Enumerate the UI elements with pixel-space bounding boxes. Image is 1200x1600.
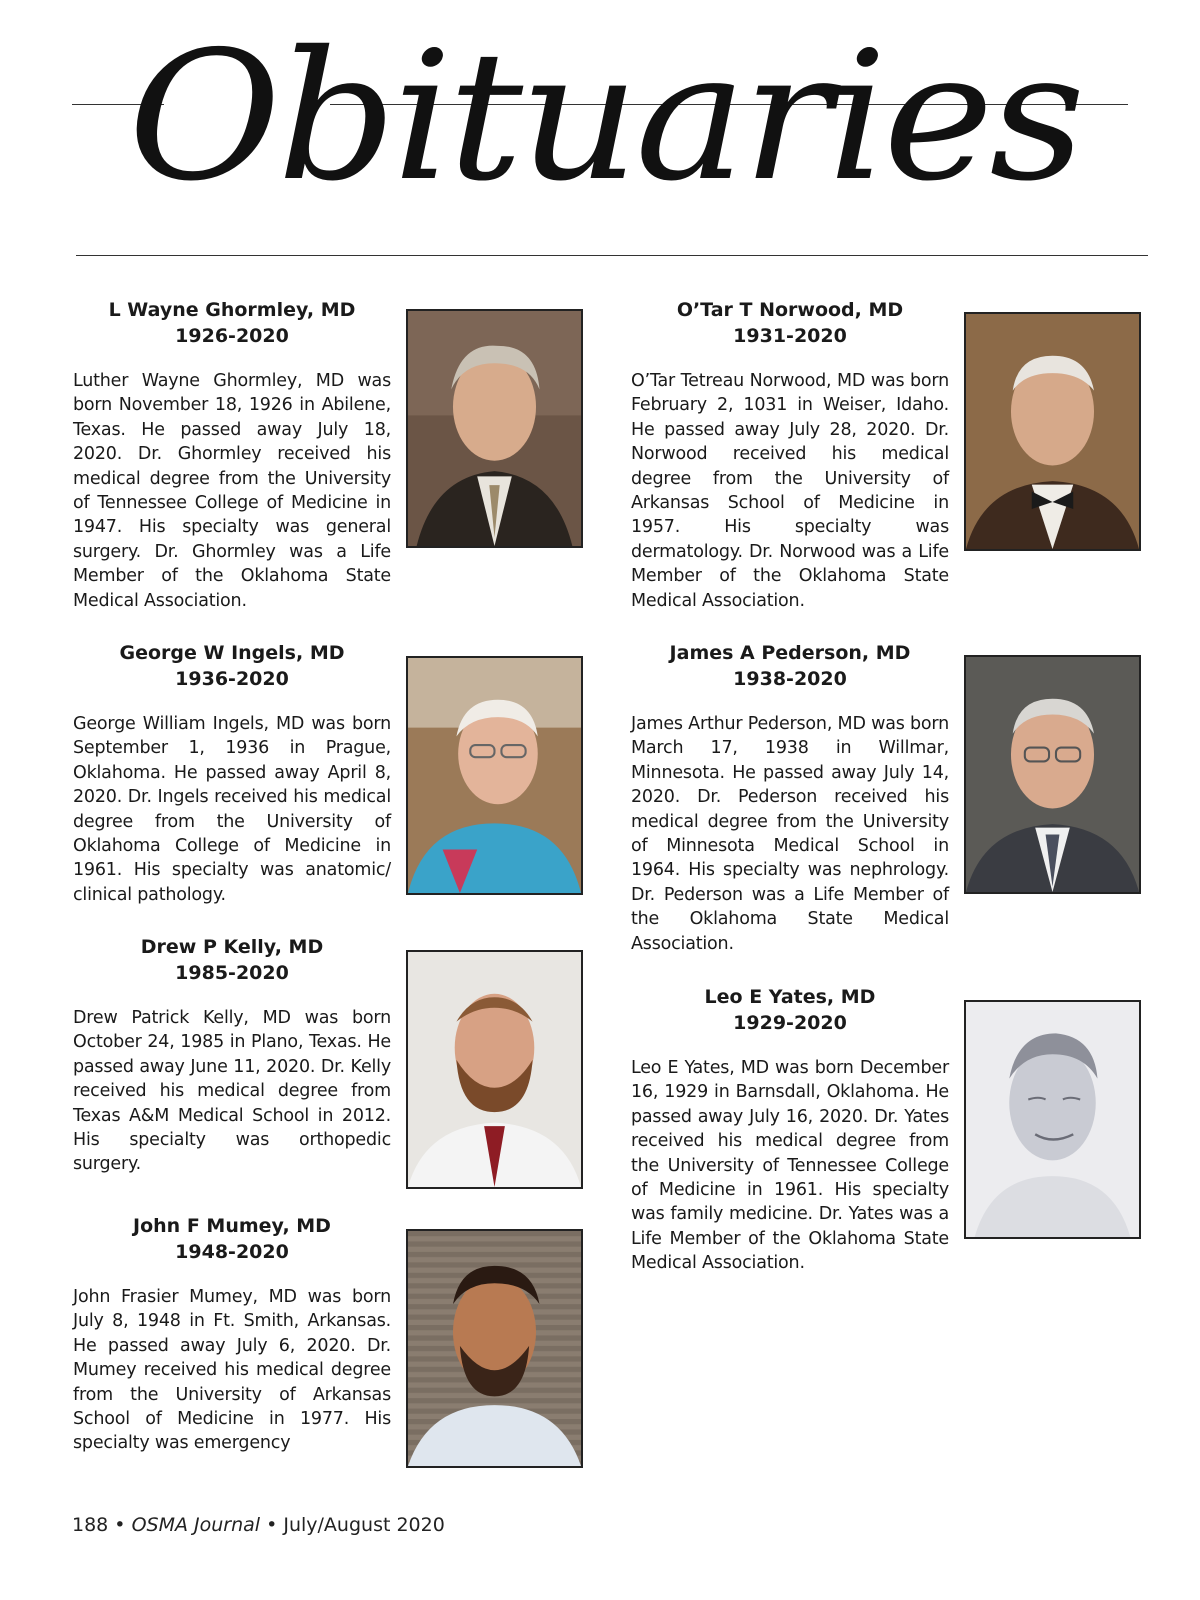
obituary-name: Leo E Yates, MD	[704, 986, 876, 1008]
issue-date: • July/August 2020	[266, 1514, 445, 1536]
obituary-name: Drew P Kelly, MD	[140, 936, 324, 958]
portrait-photo-norwood	[964, 312, 1141, 551]
obituary-text: Luther Wayne Ghormley, MD was born November 18, 1926 in Abilene, Texas. He passed away July 18, 2020. Dr. Ghormley received his medical degree from the University of Tennessee College of Medicine in 1947. His specialty was general surgery. Dr. Ghormley was a Life Member of the Oklahoma State Medical Association.	[73, 371, 391, 611]
obituary-norwood	[631, 297, 949, 613]
portrait-photo-kelly	[406, 950, 583, 1189]
page-footer	[72, 1514, 445, 1536]
obituary-yates	[631, 984, 949, 1276]
obituary-name: George W Ingels, MD	[119, 642, 345, 664]
portrait-photo-mumey	[406, 1229, 583, 1468]
obituary-pederson	[631, 640, 949, 956]
obituary-name: John F Mumey, MD	[133, 1215, 331, 1237]
obituary-text: James Arthur Pederson, MD was born March 17, 1938 in Willmar, Minnesota. He passed away July 14, 2020. Dr. Pederson received his medical degree from the University of Minnesota Medical School in 1964. His specialty was nephrology. Dr. Pederson was a Life Member of the Oklahoma State Medical Association.	[631, 714, 950, 954]
obituary-mumey	[73, 1213, 391, 1456]
obituary-years: 1926-2020	[175, 325, 289, 347]
obituary-years: 1938-2020	[733, 668, 847, 690]
obituary-text: George William Ingels, MD was born September 1, 1936 in Prague, Oklahoma. He passed away April 8, 2020. Dr. Ingels received his medical degree from the University of Oklahoma College of Medicine in 1961. His specialty was anatomic/ clinical pathology.	[73, 714, 391, 905]
portrait-photo-yates	[964, 1000, 1141, 1239]
portrait-photo-ghormley	[406, 309, 583, 548]
obituary-years: 1985-2020	[175, 962, 289, 984]
journal-name: OSMA Journal	[131, 1514, 261, 1536]
obituary-years: 1936-2020	[175, 668, 289, 690]
obituary-years: 1948-2020	[175, 1241, 289, 1263]
obituary-name: James A Pederson, MD	[669, 642, 911, 664]
header-rule-bottom	[76, 255, 1148, 256]
obituary-ingels	[73, 640, 391, 907]
page-number: 188 •	[72, 1514, 126, 1536]
obituary-name: O’Tar T Norwood, MD	[676, 299, 904, 321]
obituary-text: John Frasier Mumey, MD was born July 8, 1948 in Ft. Smith, Arkansas. He passed away July 6, 2020. Dr. Mumey received his medical degree from the University of Arkansas School of Medicine in 1977. His specialty was emergency	[73, 1287, 391, 1454]
obituary-text: Drew Patrick Kelly, MD was born October 24, 1985 in Plano, Texas. He passed away June 11, 2020. Dr. Kelly received his medical degree from Texas A&M Medical School in 2012. His specialty was orthopedic surgery.	[73, 1008, 391, 1175]
page-header	[0, 0, 1200, 270]
portrait-photo-pederson	[964, 655, 1141, 894]
obituary-kelly	[73, 934, 391, 1177]
obituary-text: O’Tar Tetreau Norwood, MD was born February 2, 1031 in Weiser, Idaho. He passed away July 28, 2020. Dr. Norwood received his medical degree from the University of Arkansas School of Medicine in 1957. His specialty was dermatology. Dr. Norwood was a Life Member of the Oklahoma State Medical Association.	[631, 371, 949, 611]
obituary-ghormley	[73, 297, 391, 613]
obituary-name: L Wayne Ghormley, MD	[108, 299, 356, 321]
obituary-years: 1929-2020	[733, 1012, 847, 1034]
page-title: Obituaries	[128, 13, 1082, 220]
obituary-text: Leo E Yates, MD was born December 16, 1929 in Barnsdall, Oklahoma. He passed away July 16, 2020. Dr. Yates received his medical degree from the University of Tennessee College of Medicine in 1961. His specialty was family medicine. Dr. Yates was a Life Member of the Oklahoma State Medical Association.	[631, 1058, 949, 1274]
obituary-years: 1931-2020	[733, 325, 847, 347]
portrait-photo-ingels	[406, 656, 583, 895]
